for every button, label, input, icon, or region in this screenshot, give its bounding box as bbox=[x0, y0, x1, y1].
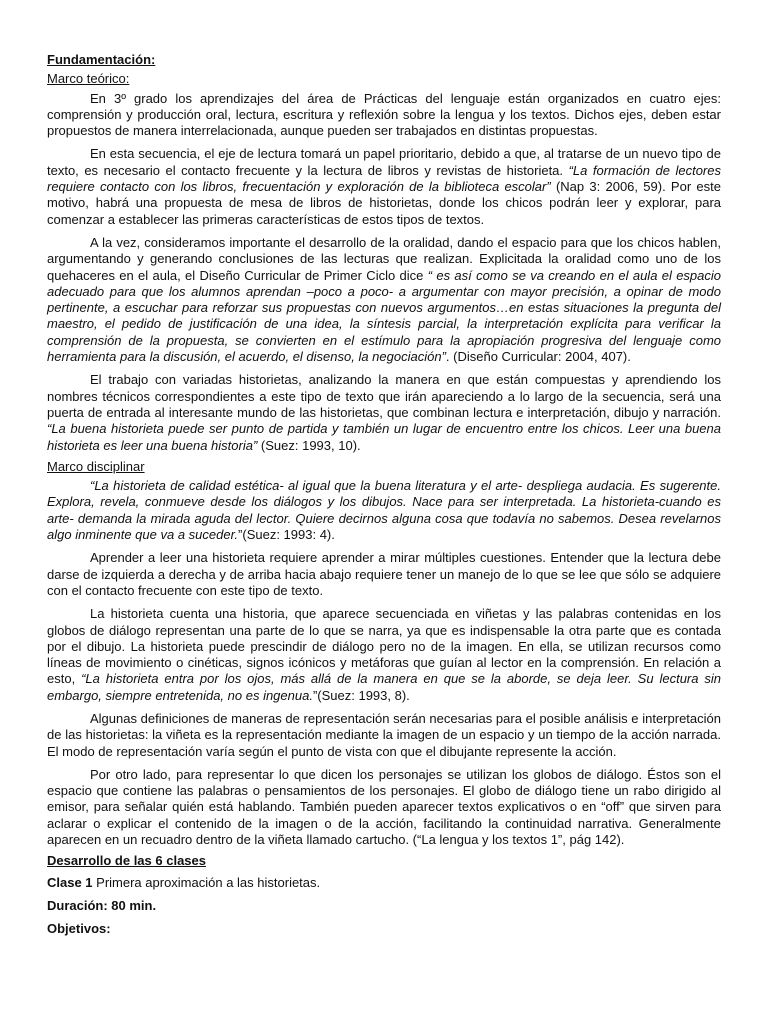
paragraph-text: Aprender a leer una historieta requiere aprender a mirar múltiples cuestiones. Entender que la lectura debe darse de izquierda a derecha y de arriba hacia abajo requiere tener un manejo de lo que se lee que sólo se adquiere con el contacto frecuente con este tipo de texto. bbox=[47, 550, 721, 598]
paragraph-text: (Nap 3: 2006, 59). Por este motivo, habrá una propuesta de mesa de libros de historietas, donde los chicos podrán leer y explorar, para comenzar a establecer las primeras características de estos tipos de textos. bbox=[47, 179, 721, 227]
clase-1-line bbox=[47, 875, 721, 891]
paragraph-text: Por otro lado, para representar lo que dicen los personajes se utilizan los globos de diálogo. Éstos son el espacio que contiene las palabras o pensamientos de los personajes. El globo de diálogo tiene un rabo dirigido al emisor, para señalar quién está hablando. También pueden aparecer textos explicativos o en “off” que sirven para aclarar o explicar el contenido de la imagen o de la acción, facilitando la continuidad narrativa. Generalmente aparecen en un recuadro dentro de la viñeta llamado cartucho. (“La lengua y los textos 1”, pág 142). bbox=[47, 766, 721, 848]
quote-text: “La historieta de calidad estética- al igual que la buena literatura y el arte- despliega audacia. Es sugerente. Explora, revela, conmueve desde los diálogos y los dibujos. Nace para ser interpretada. La historieta-cuando es arte- demanda la mirada aguda del lector. Quiere decirnos alguna cosa que todavía no sabemos. Desea revelarnos algo inminente que va a suceder. bbox=[47, 478, 721, 543]
marco-disciplinar-body bbox=[47, 478, 721, 848]
paragraph-text: En 3º grado los aprendizajes del área de Prácticas del lenguaje están organizados en cuatro ejes: comprensión y producción oral, lectura, escritura y reflexión sobre la lengua y los textos. Dichos ejes, deben estar propuestos de manera interrelacionada, aunque pueden ser trabajados en distintas propuestas. bbox=[47, 90, 721, 139]
paragraph bbox=[47, 711, 721, 760]
marco-teorico-body bbox=[47, 91, 721, 454]
paragraph-text: (Suez: 1993, 10). bbox=[257, 437, 361, 453]
quote-text: “La buena historieta puede ser punto de partida y también un lugar de encuentro entre los chicos. Leer una buena historieta es leer una buena historia” bbox=[47, 421, 721, 453]
paragraph-text: En esta secuencia, el eje de lectura tomará un papel prioritario, debido a que, al tratarse de un nuevo tipo de texto, es necesario el contacto frecuente y la lectura de libros y revistas de historieta. bbox=[47, 146, 721, 178]
section-heading-desarrollo: Desarrollo de las 6 clases bbox=[47, 853, 206, 869]
duracion-line: Duración: 80 min. bbox=[47, 897, 157, 913]
paragraph-text: La historieta cuenta una historia, que aparece secuenciada en viñetas y las palabras contenidas en los globos de diálogo representan una parte de lo que se narra, ya que es indispensable la otra parte que es contada por el dibujo. La historieta puede prescindir de diálogo pero no de la imagen. En ella, se utilizan recursos como líneas de movimiento o cinéticas, signos icónicos y metáforas que guían al lector en la comprensión. En relación a esto, bbox=[47, 606, 721, 687]
section-heading-fundamentacion: Fundamentación: bbox=[47, 52, 156, 67]
paragraph bbox=[47, 235, 721, 365]
objetivos-line: Objetivos: bbox=[47, 921, 111, 937]
subheading-marco-disciplinar: Marco disciplinar bbox=[47, 458, 145, 474]
paragraph bbox=[47, 767, 721, 848]
quote-text: “La formación de lectores requiere contacto con los libros, frecuentación y exploración de la biblioteca escolar” bbox=[47, 162, 721, 195]
paragraph-text: ”(Suez: 1993, 8). bbox=[312, 687, 410, 703]
paragraph-text: ”(Suez: 1993: 4). bbox=[238, 527, 335, 543]
document-page bbox=[47, 52, 721, 938]
clase-label: Clase 1 bbox=[47, 874, 93, 890]
paragraph-text: Algunas definiciones de maneras de representación serán necesarias para el posible análisis e interpretación de las historietas: la viñeta es la representación mediante la imagen de un espacio y un tiempo de la acción narrada. El modo de representación varía según el punto de vista con que el dibujante represente la acción. bbox=[47, 710, 721, 759]
paragraph-text: . (Diseño Curricular: 2004, 407). bbox=[445, 349, 631, 365]
quote-text: “ es así como se va creando en el aula el espacio adecuado para que los alumnos aprendan –poco a poco- a argumentar con mayor precisión, a opinar de modo pertinente, a escuchar para reforzar sus propuestas con nuevos argumentos…en estas situaciones la pregunta del maestro, el pedido de justificación de una idea, la síntesis parcial, la interpretación explícita para verificar la comprensión de la propuesta, se convierten en el estímulo para la apropiación progresiva del lenguaje como herramienta para la discusión, el acuerdo, el disenso, la negociación” bbox=[47, 267, 721, 365]
paragraph-text: A la vez, consideramos importante el desarrollo de la oralidad, dando el espacio para que los chicos hablen, argumentando y generando conclusiones de las lecturas que realizan. Explicitada la oralidad como uno de los quehaceres en el aula, el Diseño Curricular de Primer Ciclo dice bbox=[47, 234, 721, 283]
quote-text: “La historieta entra por los ojos, más allá de la manera en que se la aborde, se deja leer. Su lectura sin embargo, siempre entretenida, no es ingenua. bbox=[47, 671, 722, 703]
paragraph bbox=[47, 550, 721, 599]
paragraph bbox=[47, 478, 721, 543]
paragraph bbox=[47, 146, 721, 227]
subheading-marco-teorico: Marco teórico: bbox=[47, 71, 130, 87]
clase-description: Primera aproximación a las historietas. bbox=[92, 874, 321, 890]
paragraph bbox=[47, 372, 721, 453]
paragraph bbox=[47, 606, 721, 704]
paragraph-text: El trabajo con variadas historietas, analizando la manera en que están compuestas y aprendiendo los nombres técnicos correspondientes a este tipo de texto que irán apareciendo a lo largo de la secuencia, será una puerta de entrada al interesante mundo de las historietas, que combinan lectura e interpretación, dibujo y narración. bbox=[47, 372, 721, 420]
paragraph bbox=[47, 91, 721, 140]
